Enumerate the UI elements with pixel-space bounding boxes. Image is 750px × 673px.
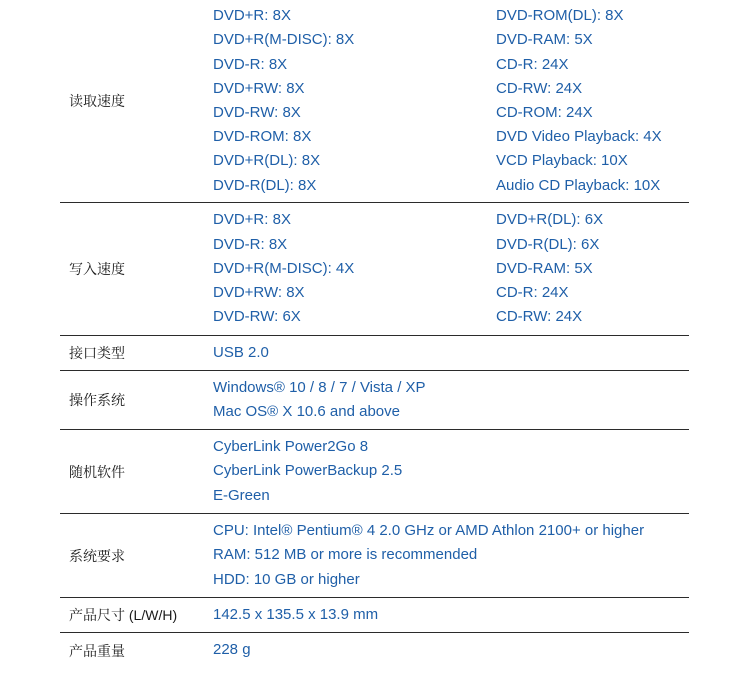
- spec-label: 读取速度: [69, 93, 125, 109]
- spec-value-line: DVD-RAM: 5X: [496, 31, 593, 49]
- spec-value-column-left: [213, 4, 496, 198]
- spec-label: 随机软件: [69, 463, 125, 480]
- spec-value-line: CD-RW: 24X: [496, 308, 583, 326]
- spec-value-line: DVD+R(M-DISC): 8X: [213, 31, 355, 49]
- spec-label: 产品尺寸 (L/W/H): [69, 607, 178, 623]
- spec-value: [213, 435, 689, 508]
- spec-row-interface: [60, 336, 689, 371]
- spec-value-line: DVD-R: 8X: [213, 55, 288, 73]
- spec-row-dimensions: [60, 598, 689, 633]
- spec-value-line: 142.5 x 135.5 x 13.9 mm: [213, 605, 379, 623]
- spec-value-line: Audio CD Playback: 10X: [496, 176, 661, 194]
- spec-value-line: DVD Video Playback: 4X: [496, 128, 662, 146]
- spec-table: [60, 0, 689, 668]
- spec-value-line: CD-RW: 24X: [496, 79, 583, 97]
- spec-value: [213, 376, 689, 424]
- spec-label: 操作系统: [69, 392, 125, 408]
- spec-row-read-speed: [60, 0, 689, 203]
- spec-value-line: DVD-ROM(DL): 8X: [496, 7, 624, 25]
- spec-label: 接口类型: [69, 345, 125, 361]
- spec-value-line: DVD-R: 8X: [213, 235, 288, 253]
- spec-label: 产品重量: [69, 642, 125, 659]
- spec-value: [213, 208, 689, 329]
- spec-value-line: HDD: 10 GB or higher: [213, 570, 360, 588]
- spec-value-line: 228 g: [213, 641, 251, 659]
- spec-value-line: DVD+R: 8X: [213, 7, 291, 25]
- spec-value-line: DVD-RW: 6X: [213, 308, 301, 326]
- spec-value-line: DVD-ROM: 8X: [213, 128, 312, 146]
- spec-value: [213, 4, 689, 198]
- spec-value-line: CyberLink Power2Go 8: [213, 438, 369, 456]
- spec-label: 写入速度: [69, 261, 125, 277]
- spec-value-line: DVD+RW: 8X: [213, 284, 305, 302]
- spec-value-line: CD-R: 24X: [496, 284, 569, 302]
- spec-value-line: DVD-R(DL): 6X: [496, 235, 600, 253]
- spec-row-bundled-software: [60, 430, 689, 514]
- spec-value-line: VCD Playback: 10X: [496, 152, 628, 170]
- spec-value-column-right: [496, 208, 603, 329]
- spec-value-line: CyberLink PowerBackup 2.5: [213, 462, 403, 480]
- spec-value-line: CD-ROM: 24X: [496, 104, 593, 121]
- spec-value-line: USB 2.0: [213, 343, 269, 361]
- spec-value-line: DVD-RAM: 5X: [496, 259, 593, 277]
- spec-row-weight: [60, 633, 689, 668]
- spec-value: [213, 603, 689, 627]
- spec-value: [213, 341, 689, 365]
- spec-row-operating-system: [60, 371, 689, 430]
- spec-value-line: DVD-RW: 8X: [213, 104, 301, 121]
- spec-value-column-right: [496, 4, 662, 198]
- spec-label: 系统要求: [69, 547, 125, 564]
- spec-value-line: E-Green: [213, 486, 270, 504]
- spec-value: [213, 638, 689, 662]
- spec-value-line: Mac OS® X 10.6 and above: [213, 403, 400, 420]
- spec-value-line: DVD+R(DL): 6X: [496, 211, 604, 229]
- spec-value-line: DVD-R(DL): 8X: [213, 176, 317, 194]
- spec-value-line: CD-R: 24X: [496, 55, 569, 73]
- spec-row-write-speed: [60, 203, 689, 336]
- spec-value-line: DVD+R(M-DISC): 4X: [213, 259, 355, 277]
- spec-value-line: DVD+R(DL): 8X: [213, 152, 321, 170]
- spec-value-line: RAM: 512 MB or more is recommended: [213, 546, 478, 564]
- spec-value-line: Windows® 10 / 8 / 7 / Vista / XP: [213, 378, 426, 396]
- spec-row-system-requirements: [60, 514, 689, 598]
- spec-value-line: DVD+R: 8X: [213, 211, 291, 229]
- spec-value: [213, 519, 689, 592]
- spec-value-column-left: [213, 208, 496, 329]
- spec-value-line: DVD+RW: 8X: [213, 79, 305, 97]
- spec-value-line: CPU: Intel® Pentium® 4 2.0 GHz or AMD Athlon 2100+ or higher: [213, 522, 645, 540]
